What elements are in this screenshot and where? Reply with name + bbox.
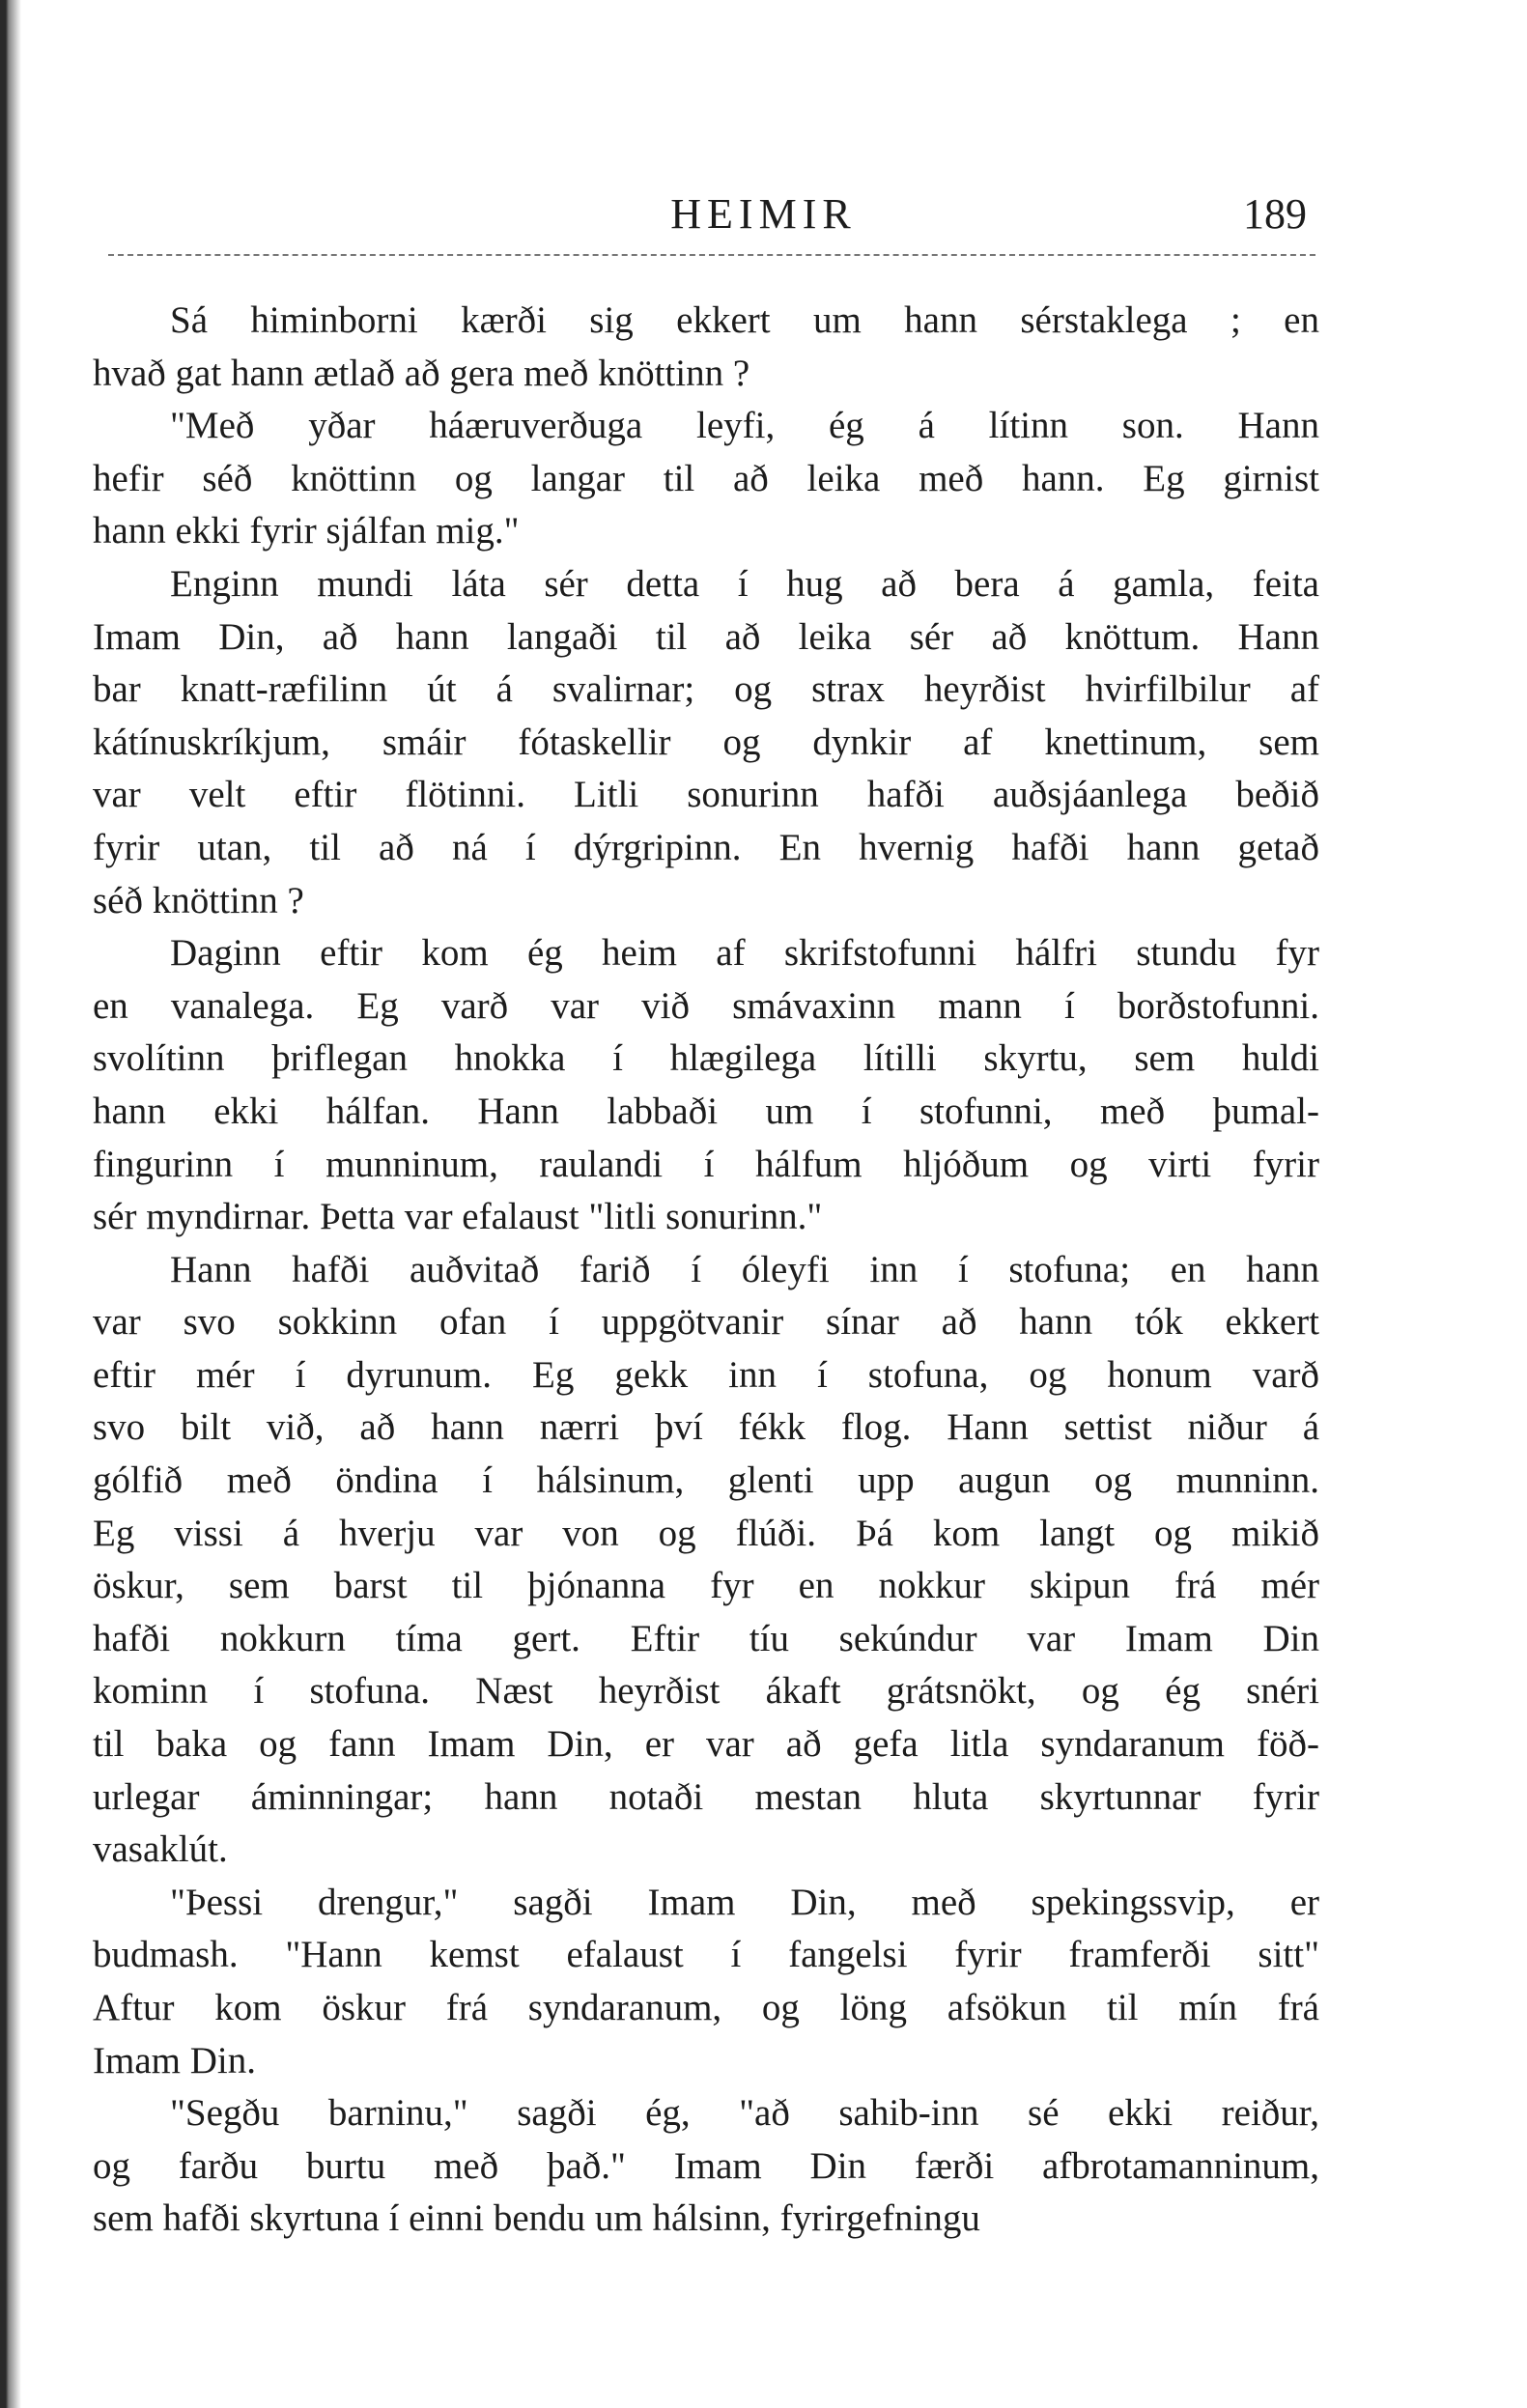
paragraph <box>93 1244 1319 1877</box>
text-line: hvað gat hann ætlað að gera með knöttinn ? <box>93 352 750 394</box>
text-line: Imam Din. <box>93 2039 256 2082</box>
text-line: séð knöttinn ? <box>93 879 304 921</box>
text-line: hann ekki hálfan. Hann labbaði um í stofunni, með þumal- <box>93 1090 1319 1132</box>
text-line: hefir séð knöttinn og langar til að leika með hann. Eg girnist <box>93 457 1319 499</box>
text-line: kominn í stofuna. Næst heyrðist ákaft grátsnökt, og ég snéri <box>93 1670 1319 1713</box>
header-rule <box>108 254 1315 256</box>
text-line: og farðu burtu með það." Imam Din færði afbrotamanninum, <box>93 2144 1319 2187</box>
paragraph <box>93 1877 1319 2087</box>
text-line: "Segðu barninu," sagði ég, "að sahib-inn sé ekki reiður, <box>170 2092 1319 2135</box>
text-line: gólfið með öndina í hálsinum, glenti upp augun og munninn. <box>93 1459 1319 1502</box>
text-line: urlegar áminningar; hann notaði mestan hluta skyrtunnar fyrir <box>93 1775 1319 1818</box>
text-line: sem hafði skyrtuna í einni bendu um hálsinn, fyrirgefningu <box>93 2197 980 2240</box>
text-line: var svo sokkinn ofan í uppgötvanir sínar að hann tók ekkert <box>93 1301 1319 1344</box>
running-title: HEIMIR <box>670 190 857 238</box>
text-line: til baka og fann Imam Din, er var að gefa litla syndaranum föð- <box>93 1723 1319 1766</box>
text-line: öskur, sem barst til þjónanna fyr en nokkur skipun frá mér <box>93 1565 1319 1607</box>
text-line: Sá himinborni kærði sig ekkert um hann sérstaklega ; en <box>170 299 1319 341</box>
paragraph <box>93 295 1319 400</box>
text-line: sér myndirnar. Þetta var efalaust "litli sonurinn." <box>93 1196 823 1238</box>
text-line: hafði nokkurn tíma gert. Eftir tíu sekúndur var Imam Din <box>93 1617 1319 1659</box>
body-text <box>93 295 1319 2246</box>
text-line: Eg vissi á hverju var von og flúði. Þá kom langt og mikið <box>93 1512 1319 1554</box>
paragraph <box>93 2087 1319 2246</box>
page-binding-edge <box>0 0 21 2408</box>
page-header <box>0 189 1527 247</box>
text-line: "Með yðar háæruverðuga leyfi, ég á lítinn son. Hann <box>170 405 1319 447</box>
text-line: Hann hafði auðvitað farið í óleyfi inn í stofuna; en hann <box>170 1248 1319 1290</box>
text-line: Enginn mundi láta sér detta í hug að bera á gamla, feita <box>170 562 1319 605</box>
text-line: budmash. "Hann kemst efalaust í fangelsi fyrir framferði sitt" <box>93 1934 1319 1976</box>
text-line: Aftur kom öskur frá syndaranum, og löng afsökun til mín frá <box>93 1987 1319 2028</box>
text-line: kátínuskríkjum, smáir fótaskellir og dynkir af knettinum, sem <box>93 721 1319 763</box>
text-line: en vanalega. Eg varð var við smávaxinn mann í borðstofunni. <box>93 984 1319 1027</box>
text-line: bar knatt-ræfilinn út á svalirnar; og strax heyrðist hvirfilbilur af <box>93 668 1319 711</box>
paragraph <box>93 927 1319 1244</box>
text-line: vasaklút. <box>93 1828 228 1871</box>
text-line: hann ekki fyrir sjálfan mig." <box>93 510 520 552</box>
text-line: svolítinn þriflegan hnokka í hlægilega lítilli skyrtu, sem huldi <box>93 1037 1319 1080</box>
text-line: svo bilt við, að hann nærri því fékk flog. Hann settist niður á <box>93 1406 1319 1449</box>
text-line: "Þessi drengur," sagði Imam Din, með spekingssvip, er <box>170 1881 1319 1923</box>
text-line: fyrir utan, til að ná í dýrgripinn. En hvernig hafði hann getað <box>93 826 1319 868</box>
text-line: fingurinn í munninum, raulandi í hálfum hljóðum og virti fyrir <box>93 1143 1319 1185</box>
paragraph <box>93 400 1319 558</box>
text-line: Daginn eftir kom ég heim af skrifstofunni hálfri stundu fyr <box>170 932 1319 975</box>
text-line: var velt eftir flötinni. Litli sonurinn hafði auðsjáanlega beðið <box>93 774 1319 816</box>
paragraph <box>93 558 1319 927</box>
text-line: eftir mér í dyrunum. Eg gekk inn í stofuna, og honum varð <box>93 1353 1319 1396</box>
text-line: Imam Din, að hann langaði til að leika sér að knöttum. Hann <box>93 615 1319 658</box>
page-number: 189 <box>1243 190 1307 238</box>
